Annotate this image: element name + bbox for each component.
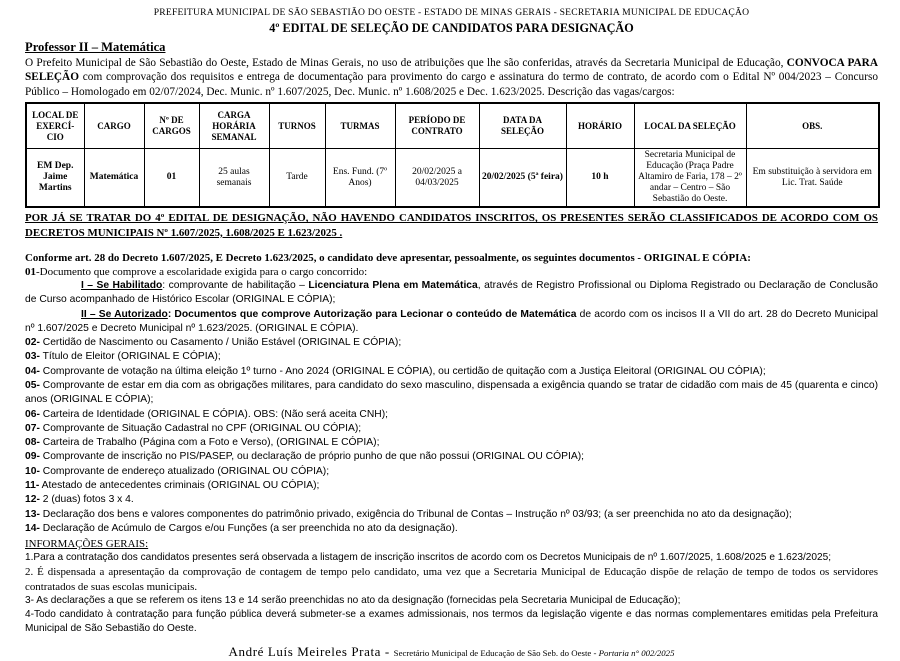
header-horario: HORÁRIO — [566, 103, 634, 149]
header-carga-horaria: CARGA HORÁRIA SEMANAL — [199, 103, 269, 149]
doc-item-number: 10- — [25, 465, 40, 477]
header-periodo-contrato: PERÍODO DE CONTRATO — [395, 103, 479, 149]
header-data-selecao: DATA DA SELEÇÃO — [479, 103, 566, 149]
cell-local-selecao: Secretaria Municipal de Educação (Praça Padre Altamiro de Faria, 178 – 2º andar – Centro – São Sebastião do Oeste. — [634, 149, 746, 208]
signature-footer — [25, 643, 878, 661]
cell-obs: Em substituição à servidora em Lic. Trat. Saúde — [746, 149, 879, 208]
doc-list-item — [25, 336, 878, 350]
cell-turnos: Tarde — [269, 149, 325, 208]
section-title: Professor II – Matemática — [25, 40, 166, 54]
table-head — [26, 103, 879, 149]
signer-portaria: Portaria n° 002/2025 — [598, 648, 675, 659]
autorizado-text-1: de acordo com os incisos II a VII do art. 28 do Decreto Municipal nº 1.607/2025 e Decreto Municipal nº 1.623/2025. (ORIGINAL E CÓPIA). — [25, 308, 878, 334]
general-info-item-1: 1.Para a contratação dos candidatos presentes será observada a listagem de inscrição inscritos de acordo com os Decretos Municipais de nº 1.607/2025, 1.608/2025 e 1.623/2025; — [25, 552, 832, 564]
intro-convoca-text: CONVOCA PARA SELEÇÃO — [25, 57, 878, 84]
cell-carga-horaria: 25 aulas semanais — [199, 149, 269, 208]
doc-item-number: 12- — [25, 494, 40, 506]
general-info-item-4: 4-Todo candidato à contratação para função pública deverá submeter-se a exames admissionais, nos termos da legislação vigente e das normas complementares emitidas pela Prefeitura Municipal de São Sebastião do Oeste. — [25, 609, 878, 635]
signer-role: Secretário Municipal de Educação de São Seb. do Oeste - — [393, 648, 599, 659]
doc-list-item — [25, 422, 878, 436]
general-info-title: INFORMAÇÕES GERAIS: — [25, 538, 149, 551]
header-local-selecao: LOCAL DA SELEÇÃO — [634, 103, 746, 149]
doc-item-text: Declaração de Acúmulo de Cargos e/ou Funções (a ser preenchida no ato da designação). — [39, 522, 458, 534]
cell-turmas: Ens. Fund. (7º Anos) — [325, 149, 395, 208]
header-cargo: CARGO — [84, 103, 144, 149]
table-row — [26, 149, 879, 208]
autorizado-paragraph — [25, 308, 878, 337]
doc-item-number: 08- — [25, 437, 40, 449]
general-info-item-2: 2. É dispensada a apresentação da comprovação de contagem de tempo pelo candidato, uma vez que a Secretaria Municipal de Educação dispõe de relação de tempo de todos os servidores contratados de suas escolas municipais. — [25, 566, 878, 593]
doc-item-number: 07- — [25, 422, 40, 434]
doc-item-01-number: 01 — [25, 265, 36, 278]
doc-item-text: Comprovante de estar em dia com as obrigações militares, para candidato do sexo masculino, dispensada a exigência quando se tratar de cidadão com mais de 45 (quarenta e cinco) anos (ORIGINAL E CÓPIA); — [25, 380, 878, 406]
doc-item-number: 11- — [25, 480, 40, 492]
doc-list-item — [25, 522, 878, 536]
doc-item-01 — [25, 265, 878, 279]
table-header-row — [26, 103, 879, 149]
vacancies-table — [25, 102, 880, 208]
doc-list-item — [25, 408, 878, 422]
doc-item-text: Comprovante de inscrição no PIS/PASEP, ou declaração de próprio punho de que não possui (ORIGINAL OU CÓPIA); — [39, 451, 585, 463]
doc-item-text: Declaração dos bens e valores componentes do patrimônio privado, exigência do Tribunal de Contas – Instrução nº 03/93; (a ser preenchida no ato da designação); — [39, 508, 792, 520]
doc-list-item — [25, 508, 878, 522]
header-turnos: TURNOS — [269, 103, 325, 149]
documents-list — [25, 336, 878, 536]
doc-item-number: 13- — [25, 508, 40, 520]
header-turmas: TURMAS — [325, 103, 395, 149]
cell-data-selecao: 20/02/2025 (5ª feira) — [479, 149, 566, 208]
doc-item-text: Comprovante de endereço atualizado (ORIGINAL OU CÓPIA); — [39, 465, 330, 477]
intro-paragraph — [25, 56, 878, 99]
doc-list-item — [25, 350, 878, 364]
doc-item-text: 2 (duas) fotos 3 x 4. — [39, 494, 134, 506]
doc-list-item — [25, 379, 878, 408]
doc-item-text: Título de Eleitor (ORIGINAL E CÓPIA); — [39, 351, 221, 363]
doc-item-text: Atestado de antecedentes criminais (ORIGINAL OU CÓPIA); — [39, 480, 320, 492]
habilitado-bold-1: Licenciatura Plena em Matemática — [308, 279, 478, 291]
doc-item-number: 05- — [25, 380, 40, 391]
intro-text-2: com comprovação dos requisitos e entrega de documentação para provimento do cargo e assinatura do termo de contrato, de acordo com o Edital Nº 004/2023 – Concurso Público – Homologado em 02/07/2024, Dec. Munic. nº 1.607/2025, Dec. Munic. nº 1.608/2025 e Dec. 1.623/2025. Descrição das vagas/cargos: — [25, 71, 878, 98]
documents-intro: Conforme art. 28 do Decreto 1.607/2025, E Decreto 1.623/2025, o candidato deve apresentar, pessoalmente, os seguintes documentos - ORIGINAL E CÓPIA: — [25, 251, 751, 264]
general-info-item-3: 3- As declarações a que se referem os itens 13 e 14 serão preenchidas no ato da designação (fornecidas pela Secretaria Municipal de Educação); — [25, 594, 681, 606]
doc-item-number: 14- — [25, 522, 40, 534]
org-title: PREFEITURA MUNICIPAL DE SÃO SEBASTIÃO DO OESTE - ESTADO DE MINAS GERAIS - SECRETARIA MUNICIPAL DE EDUCAÇÃO — [153, 7, 750, 18]
header-obs: OBS. — [746, 103, 879, 149]
edital-title: 4º EDITAL DE SELEÇÃO DE CANDIDATOS PARA DESIGNAÇÃO — [269, 21, 634, 35]
habilitado-text-1: : comprovante de habilitação – — [162, 279, 309, 291]
habilitado-paragraph — [25, 279, 878, 308]
cell-local-exercicio: EM Dep. Jaime Martins — [26, 149, 84, 208]
doc-item-number: 03- — [25, 351, 40, 363]
autorizado-label: II – Se Autorizado — [81, 308, 168, 320]
header-n-cargos: Nº DE CARGOS — [144, 103, 199, 149]
doc-list-item — [25, 465, 878, 479]
cell-cargo: Matemática — [84, 149, 144, 208]
doc-list-item — [25, 450, 878, 464]
signer-name: André Luís Meireles Prata - — [228, 644, 394, 660]
doc-item-number: 04- — [25, 365, 40, 377]
cell-periodo-contrato: 20/02/2025 a 04/03/2025 — [395, 149, 479, 208]
doc-item-text: Certidão de Nascimento ou Casamento / União Estável (ORIGINAL E CÓPIA); — [39, 337, 402, 349]
doc-item-number: 09- — [25, 451, 40, 463]
header-local-exercicio: LOCAL DE EXERCÍ-CIO — [26, 103, 84, 149]
doc-item-text: Comprovante de Situação Cadastral no CPF (ORIGINAL OU CÓPIA); — [39, 422, 362, 434]
intro-text-1: O Prefeito Municipal de São Sebastião do Oeste, Estado de Minas Gerais, no uso de atribuições que lhe são conferidas, através da Secretaria Municipal de Educação, — [25, 57, 787, 69]
table-body — [26, 149, 879, 208]
habilitado-text-2: , através de Registro Profissional ou Diploma Registrado ou Declaração de Conclusão de Curso acompanhado de Histórico Escolar (ORIGINAL E CÓPIA); — [25, 279, 878, 306]
doc-item-text: Comprovante de votação na última eleição 1º turno - Ano 2024 (ORIGINAL E CÓPIA), ou certidão de quitação com a Justiça Eleitoral (ORIGINAL OU CÓPIA); — [39, 365, 766, 377]
doc-item-01-text: -Documento que comprove a escolaridade exigida para o cargo concorrido: — [36, 265, 368, 278]
doc-item-number: 02- — [25, 337, 40, 349]
doc-list-item — [25, 436, 878, 450]
habilitado-label: I – Se Habilitado — [81, 279, 163, 291]
autorizado-bold-1: : Documentos que comprove Autorização para Lecionar o conteúdo de Matemática — [167, 308, 577, 320]
document-header — [25, 7, 878, 36]
doc-list-item — [25, 479, 878, 493]
doc-list-item — [25, 365, 878, 379]
doc-list-item — [25, 493, 878, 507]
doc-item-text: Carteira de Identidade (ORIGINAL E CÓPIA). OBS: (Não será aceita CNH); — [39, 408, 389, 420]
cell-horario: 10 h — [566, 149, 634, 208]
doc-item-number: 06- — [25, 408, 40, 420]
doc-item-text: Carteira de Trabalho (Página com a Foto e Verso), (ORIGINAL E CÓPIA); — [39, 437, 380, 449]
cell-n-cargos: 01 — [144, 149, 199, 208]
classification-notice: POR JÁ SE TRATAR DO 4º EDITAL DE DESIGNAÇÃO, NÃO HAVENDO CANDIDATOS INSCRITOS, OS PRESENTES SERÃO CLASSIFICADOS DE ACORDO COM OS DECRETOS MUNICIPAIS Nº 1.607/2025, 1.608/2025 E 1.623/2025 . — [25, 212, 878, 239]
